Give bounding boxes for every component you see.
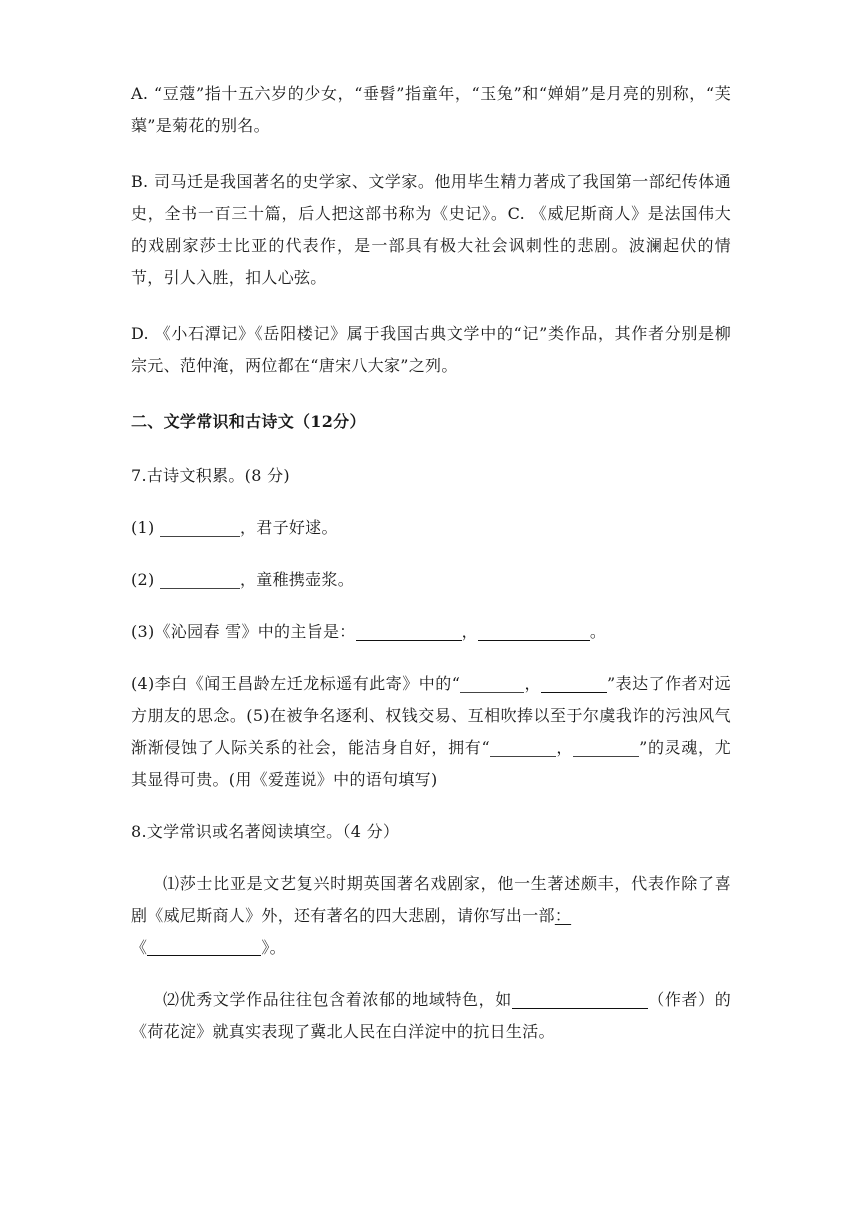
q7-item-4-start: (4)李白《闻王昌龄左迁龙标遥有此寄》中的“ bbox=[131, 674, 461, 693]
q7-item-3-text: (3)《沁园春 雪》中的主旨是： bbox=[131, 622, 356, 641]
q7-item-5-blank-1[interactable] bbox=[490, 736, 556, 757]
q7-item-5-blank-2[interactable] bbox=[573, 736, 639, 757]
q7-item-2-blank[interactable] bbox=[160, 568, 240, 589]
document-page bbox=[131, 78, 731, 1068]
q7-item-5-end: ”的灵魂，尤其显得可贵。(用《爱莲说》中的语句填写) bbox=[131, 738, 732, 789]
q8-item-2 bbox=[131, 984, 731, 1048]
q7-item-1-blank[interactable] bbox=[160, 516, 240, 537]
q8-item-1-blank[interactable] bbox=[147, 937, 261, 956]
q8-title: 8.文学常识或名著阅读填空。（4 分） bbox=[131, 822, 400, 841]
q8-item-1 bbox=[131, 868, 731, 964]
option-d: D. 《小石潭记》《岳阳楼记》属于我国古典文学中的“记”类作品，其作者分别是柳宗元、范仲淹，两位都在“唐宋八大家”之列。 bbox=[131, 324, 731, 375]
q7-item-4-5 bbox=[131, 668, 731, 796]
q8-item-1-text: ⑴莎士比亚是文艺复兴时期英国著名戏剧家，他一生著述颇丰，代表作除了喜剧《威尼斯商人》外，还有著名的四大悲剧，请你写出一部 bbox=[131, 874, 731, 925]
q8-item-1-open-bracket: 《 bbox=[131, 938, 148, 957]
q7-item-2-number: (2) bbox=[131, 570, 155, 589]
q7-item-3-blank-1[interactable] bbox=[356, 620, 462, 641]
option-b-c: B. 司马迁是我国著名的史学家、文学家。他用毕生精力著成了我国第一部纪传体通史，全书一百三十篇，后人把这部书称为《史记》。C. 《威尼斯商人》是法国伟大的戏剧家莎士比亚的代表作，是一部具有极大社会讽刺性的悲剧。波澜起伏的情节，引人入胜，扣人心弦。 bbox=[131, 172, 731, 287]
q7-item-3-comma: ， bbox=[461, 622, 478, 641]
q7-title: 7.古诗文积累。(8 分) bbox=[131, 466, 290, 485]
q7-item-3 bbox=[131, 616, 731, 648]
q8-item-1-close-bracket: 》 bbox=[261, 938, 270, 957]
q7-item-4-mid: ”表达了作者对远方朋友的思念。(5)在被争名逐利、权钱交易、互相吹捧以至于尔虞我诈的污浊风气渐渐侵蚀了人际关系的社会，能洁身自好，拥有“ bbox=[131, 674, 731, 757]
q7-item-3-end: 。 bbox=[589, 622, 607, 641]
q7-item-3-blank-2[interactable] bbox=[478, 620, 590, 641]
q7-item-5-comma: ， bbox=[555, 738, 574, 757]
option-a: A. “豆蔻”指十五六岁的少女，“垂髫”指童年，“玉兔”和“婵娟”是月亮的别称，“芙蕖”是菊花的别名。 bbox=[131, 84, 731, 135]
q8-item-1-end: 。 bbox=[269, 938, 286, 957]
q8-item-1-colon: ： bbox=[554, 906, 572, 925]
q7-item-1-number: (1) bbox=[131, 518, 155, 537]
q7-item-2 bbox=[131, 564, 731, 596]
section-title: 二、文学常识和古诗文（12分） bbox=[131, 412, 366, 431]
q7-item-4-blank-1[interactable] bbox=[460, 672, 524, 693]
q7-item-1-text: ，君子好逑。 bbox=[239, 518, 338, 537]
q8-item-2-author: （作者） bbox=[647, 990, 715, 1009]
q8-item-2-end: 的《荷花淀》就真实表现了冀北人民在白洋淀中的抗日生活。 bbox=[131, 990, 731, 1041]
q7-item-1 bbox=[131, 512, 731, 544]
q7-item-4-comma: ， bbox=[524, 674, 541, 693]
q7-item-2-text: ，童稚携壶浆。 bbox=[239, 570, 355, 589]
q8-item-2-start: ⑵优秀文学作品往往包含着浓郁的地域特色，如 bbox=[163, 990, 512, 1009]
q7-item-4-blank-2[interactable] bbox=[541, 672, 607, 693]
q8-item-2-blank[interactable] bbox=[512, 988, 648, 1009]
